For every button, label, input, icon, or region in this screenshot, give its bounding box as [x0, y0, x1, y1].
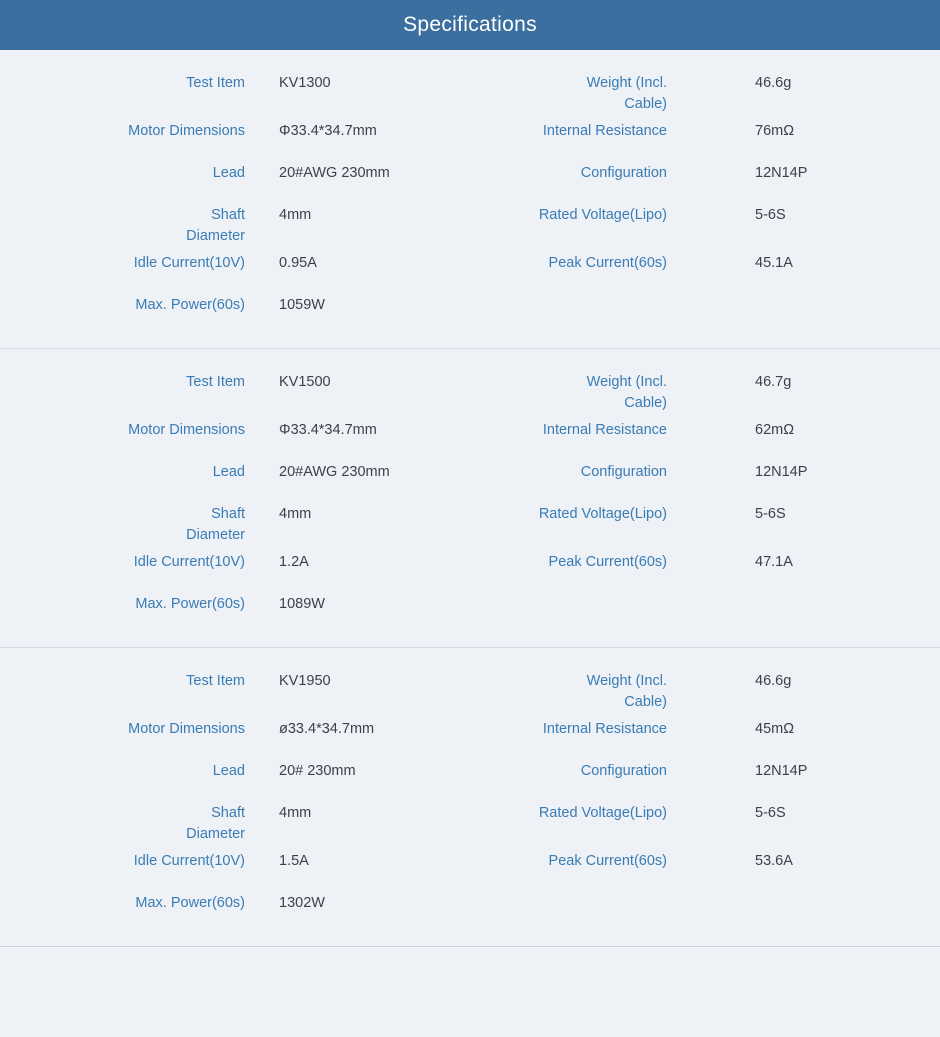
- spec-label-text: Shaft Diameter: [186, 207, 245, 245]
- spec-label: [0, 462, 255, 483]
- spec-label-secondary: [445, 163, 675, 184]
- spec-value: 1.5A: [279, 853, 309, 870]
- spec-label-secondary-text: Internal Resistance: [542, 123, 667, 140]
- spec-label: [0, 295, 255, 316]
- spec-label-secondary-text: Weight (Incl. Cable): [586, 673, 667, 711]
- spec-label-secondary-text: Weight (Incl. Cable): [586, 374, 667, 412]
- spec-label-secondary: [445, 552, 675, 573]
- spec-label-text: Lead: [212, 165, 245, 182]
- spec-value-secondary: 5-6S: [755, 207, 786, 224]
- spec-label-secondary: [445, 205, 675, 226]
- spec-label-text: Max. Power(60s): [135, 297, 245, 314]
- spec-value: KV1950: [279, 673, 331, 690]
- page-header: [0, 0, 940, 50]
- spec-block: [0, 349, 940, 648]
- spec-row: [0, 501, 940, 549]
- spec-label-secondary: [445, 253, 675, 274]
- spec-label-secondary: [445, 504, 675, 525]
- spec-label-secondary: [445, 803, 675, 824]
- spec-label: [0, 73, 255, 94]
- spec-value: 4mm: [279, 207, 312, 224]
- spec-value: 1059W: [279, 297, 325, 314]
- spec-label-secondary-text: Rated Voltage(Lipo): [538, 506, 667, 523]
- spec-value: 1302W: [279, 895, 325, 912]
- spec-value-secondary: 47.1A: [755, 554, 793, 571]
- spec-label-text: Test Item: [186, 75, 245, 91]
- spec-label: [0, 893, 255, 914]
- spec-row: [0, 369, 940, 417]
- spec-label-text: Test Item: [186, 374, 245, 391]
- spec-label: [0, 504, 255, 546]
- spec-label-secondary: [445, 671, 675, 713]
- spec-label-secondary: [445, 121, 675, 142]
- spec-label: [0, 671, 255, 692]
- spec-block: [0, 50, 940, 349]
- spec-label-secondary: [445, 719, 675, 740]
- spec-row: [0, 70, 940, 118]
- spec-label: [0, 594, 255, 615]
- spec-label: [0, 761, 255, 782]
- spec-value-secondary: 46.7g: [755, 374, 792, 391]
- spec-row: [0, 848, 940, 890]
- spec-blocks-container: [0, 50, 940, 947]
- spec-label-secondary-text: Internal Resistance: [542, 422, 667, 439]
- spec-value: Φ33.4*34.7mm: [279, 123, 377, 140]
- spec-label: [0, 552, 255, 573]
- spec-value: 20#AWG 230mm: [279, 165, 390, 182]
- spec-block: [0, 648, 940, 947]
- spec-value: KV1500: [279, 374, 331, 391]
- spec-row: [0, 668, 940, 716]
- spec-label: [0, 803, 255, 845]
- spec-value-secondary: 45.1A: [755, 255, 793, 272]
- spec-value-secondary: 5-6S: [755, 506, 786, 523]
- spec-value: Φ33.4*34.7mm: [279, 422, 377, 439]
- spec-label: [0, 420, 255, 441]
- spec-label-secondary-text: Internal Resistance: [542, 721, 667, 738]
- spec-value-secondary: 5-6S: [755, 805, 786, 822]
- spec-label-secondary-text: Configuration: [580, 763, 667, 780]
- spec-value-secondary: 46.6g: [755, 673, 792, 690]
- spec-label-secondary: [445, 851, 675, 872]
- spec-label-secondary: [445, 372, 675, 414]
- spec-value-secondary: 53.6A: [755, 853, 793, 870]
- spec-label: [0, 372, 255, 393]
- spec-row: [0, 716, 940, 758]
- spec-label-secondary-text: Rated Voltage(Lipo): [538, 207, 667, 224]
- spec-row: [0, 591, 940, 633]
- spec-label-text: Test Item: [186, 673, 245, 690]
- spec-label-text: Motor Dimensions: [128, 123, 245, 140]
- spec-label: [0, 851, 255, 872]
- spec-row: [0, 118, 940, 160]
- spec-label-secondary: [445, 73, 675, 115]
- spec-row: [0, 890, 940, 932]
- spec-label-text: Shaft Diameter: [186, 506, 245, 544]
- spec-label-text: Lead: [212, 464, 245, 481]
- spec-label-text: Max. Power(60s): [135, 895, 245, 912]
- spec-value-secondary: 62mΩ: [755, 422, 795, 439]
- spec-label-secondary: [445, 761, 675, 782]
- spec-row: [0, 160, 940, 202]
- spec-value-secondary: 76mΩ: [755, 123, 795, 140]
- spec-label: [0, 205, 255, 247]
- spec-label-text: Idle Current(10V): [133, 853, 245, 870]
- spec-value: 4mm: [279, 805, 312, 822]
- spec-label-text: Idle Current(10V): [133, 255, 245, 272]
- spec-label-text: Lead: [212, 763, 245, 780]
- spec-label-secondary-text: Peak Current(60s): [548, 554, 667, 571]
- spec-row: [0, 459, 940, 501]
- spec-value: 20# 230mm: [279, 763, 356, 780]
- spec-row: [0, 202, 940, 250]
- spec-value: 4mm: [279, 506, 312, 523]
- spec-label: [0, 121, 255, 142]
- spec-value: 0.95A: [279, 255, 317, 272]
- spec-label-secondary-text: Peak Current(60s): [548, 255, 667, 272]
- spec-value: ø33.4*34.7mm: [279, 721, 375, 738]
- spec-value: 1.2A: [279, 554, 309, 571]
- spec-value-secondary: 12N14P: [755, 464, 808, 481]
- spec-label-secondary-text: Configuration: [580, 165, 667, 182]
- footer-strip: [0, 947, 940, 955]
- spec-label: [0, 163, 255, 184]
- spec-label-text: Idle Current(10V): [133, 554, 245, 571]
- spec-value-secondary: 12N14P: [755, 165, 808, 182]
- spec-row: [0, 417, 940, 459]
- spec-value: 20#AWG 230mm: [279, 464, 390, 481]
- spec-label-secondary-text: Configuration: [580, 464, 667, 481]
- spec-label-secondary: [445, 462, 675, 483]
- spec-label-text: Max. Power(60s): [135, 596, 245, 613]
- spec-value-secondary: 12N14P: [755, 763, 808, 780]
- spec-value: KV1300: [279, 75, 331, 91]
- spec-label-secondary-text: Peak Current(60s): [548, 853, 667, 870]
- spec-value-secondary: 46.6g: [755, 75, 792, 91]
- spec-label-text: Motor Dimensions: [128, 721, 245, 738]
- spec-label: [0, 253, 255, 274]
- spec-value: 1089W: [279, 596, 325, 613]
- spec-label: [0, 719, 255, 740]
- spec-value-secondary: 45mΩ: [755, 721, 795, 738]
- page-title: Specifications: [403, 13, 537, 36]
- spec-label-secondary: [445, 420, 675, 441]
- spec-label-secondary-text: Rated Voltage(Lipo): [538, 805, 667, 822]
- spec-row: [0, 292, 940, 334]
- spec-row: [0, 549, 940, 591]
- spec-row: [0, 250, 940, 292]
- spec-row: [0, 758, 940, 800]
- spec-label-text: Shaft Diameter: [186, 805, 245, 843]
- spec-row: [0, 800, 940, 848]
- spec-label-text: Motor Dimensions: [128, 422, 245, 439]
- spec-label-secondary-text: Weight (Incl. Cable): [586, 75, 667, 113]
